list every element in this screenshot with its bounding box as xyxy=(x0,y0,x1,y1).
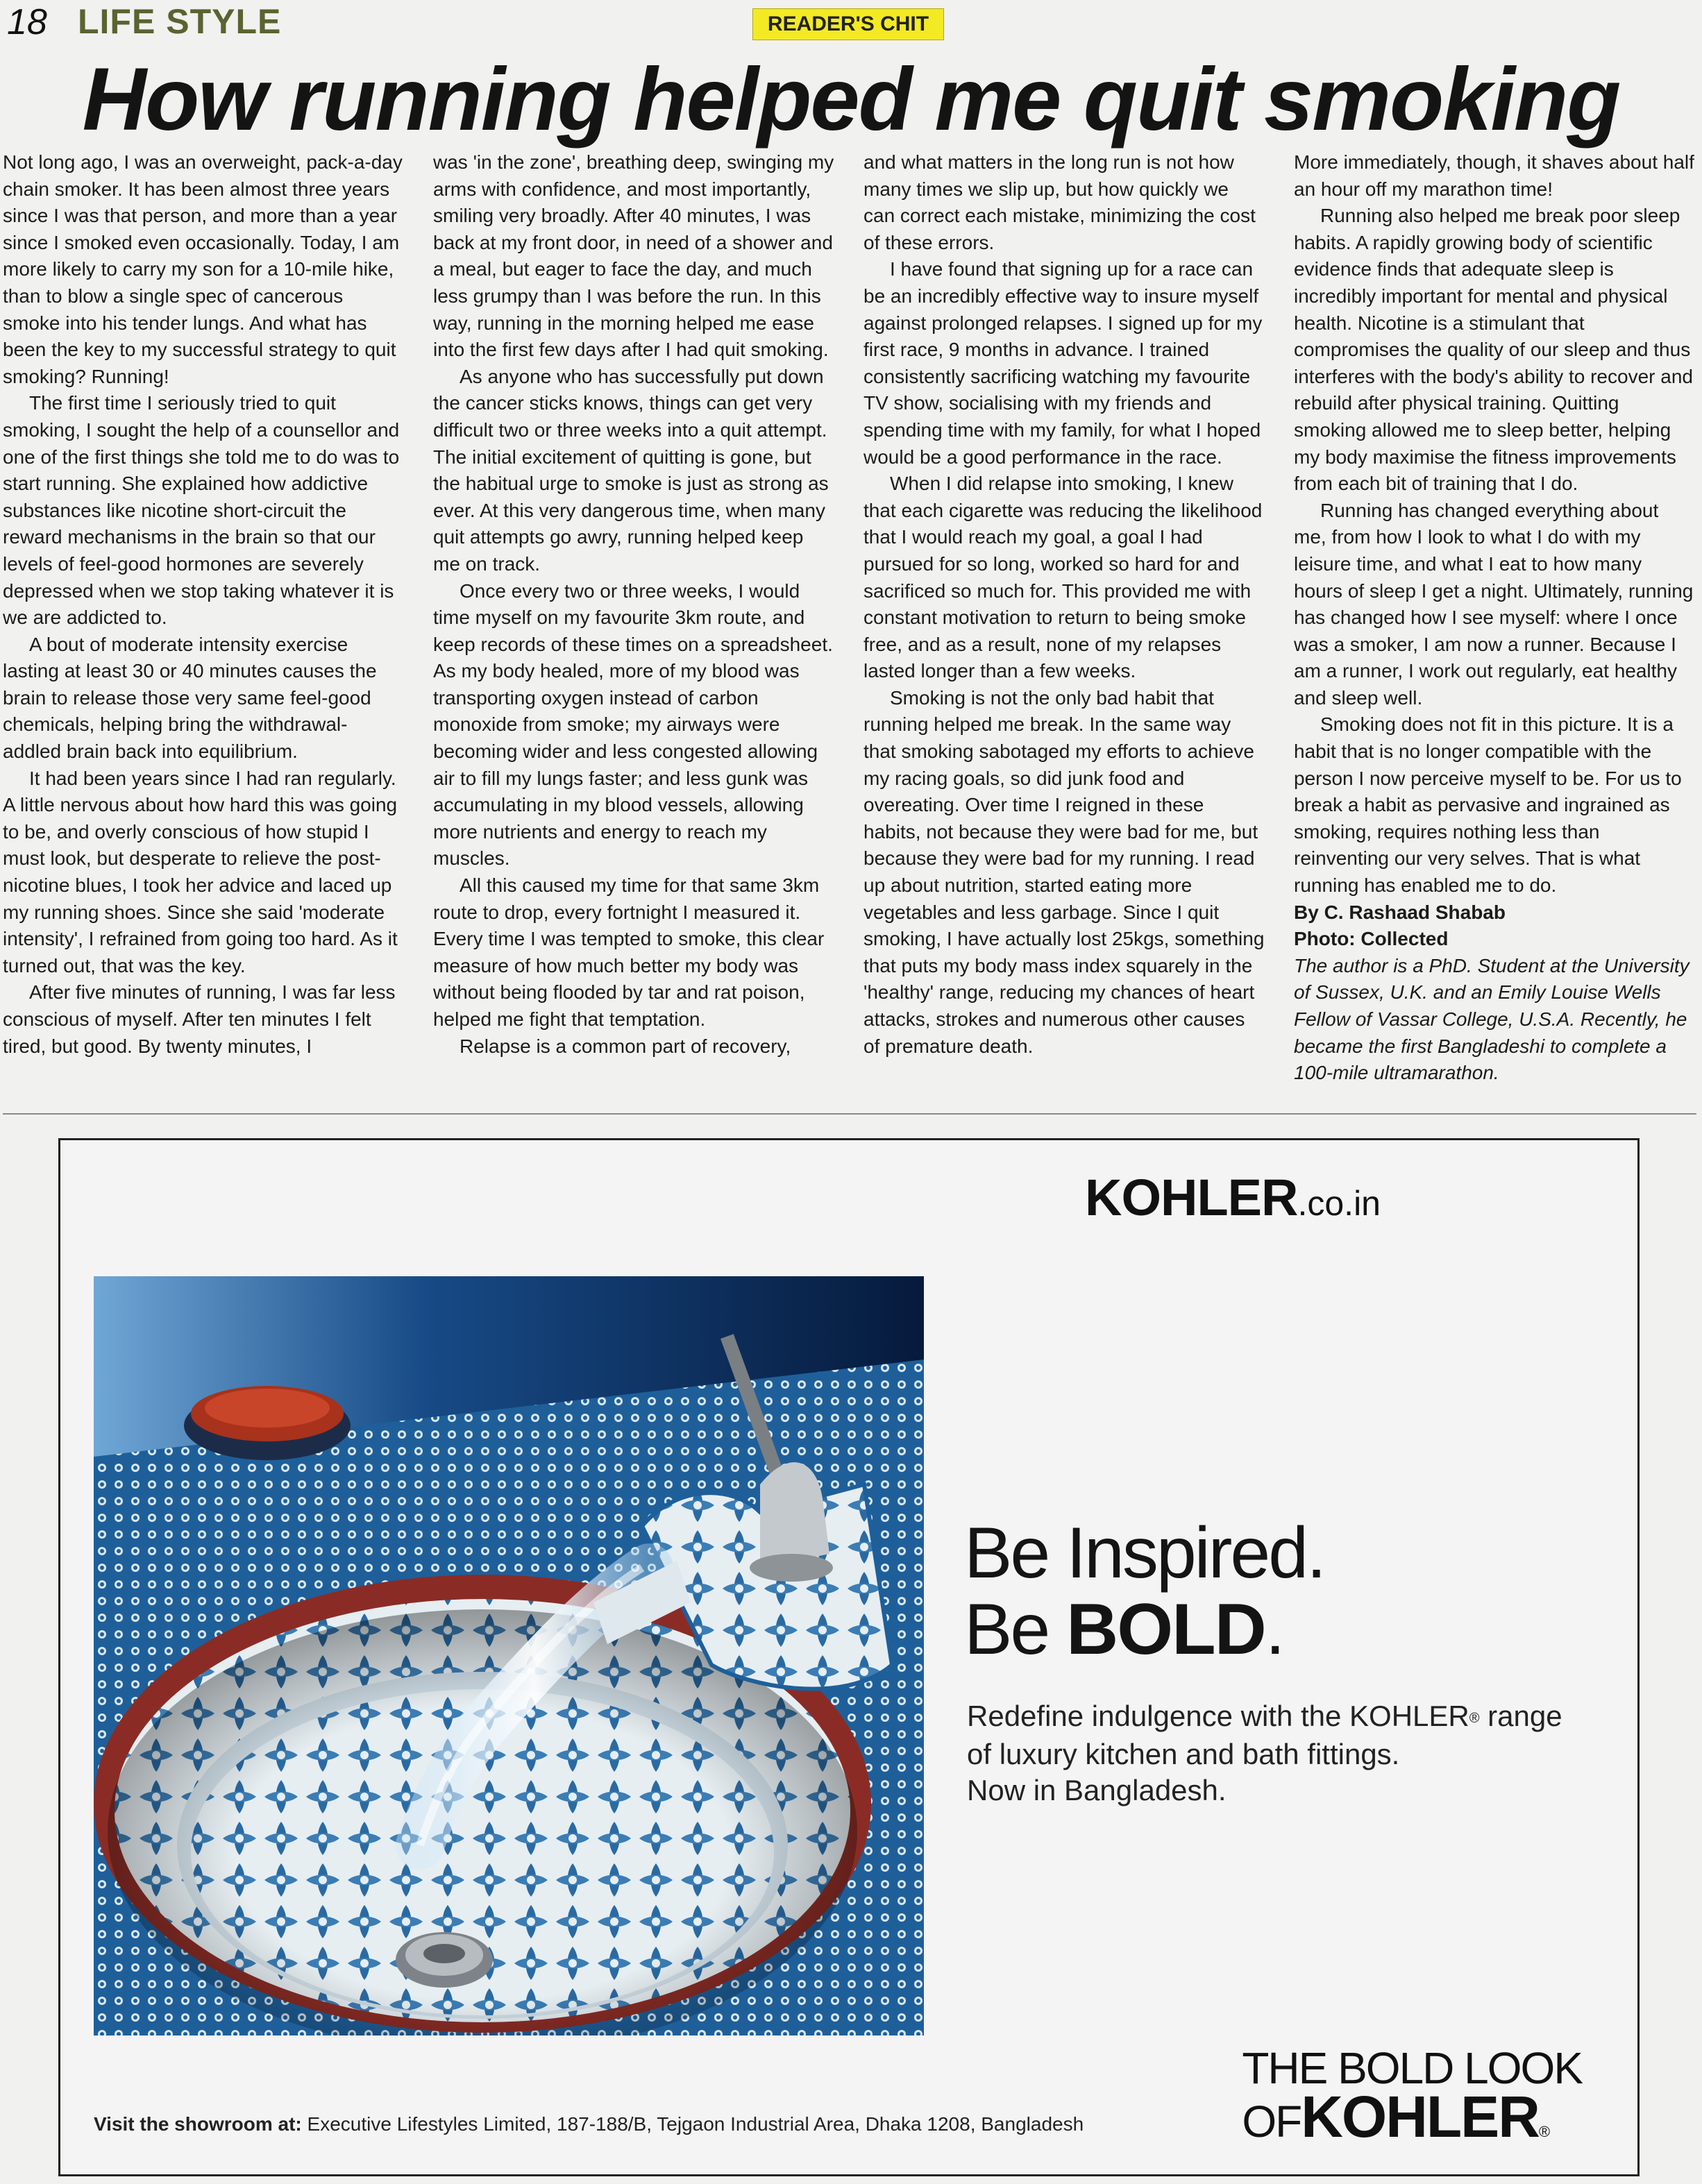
headline-be: Be xyxy=(964,1589,1049,1670)
photo-credit: Photo: Collected xyxy=(1294,928,1449,950)
article-paragraph: Smoking is not the only bad habit that running helped me break. In the same way that smoking sabotaged my efforts to achieve my racing goals, so did junk food and overeating. Over time I reigned in these habits, not because they were bad for me, but because they were bad for my running. I read up about nutrition, started eating more vegetables and less garbage. Since I quit smoking, I have actually lost 25kgs, something that puts my body mass index squarely in the 'healthy' range, reducing my chances of heart attacks, strokes and numerous other causes of premature death. xyxy=(863,686,1265,1057)
article-column-2 xyxy=(433,149,834,1100)
article-paragraph: When I did relapse into smoking, I knew that each cigarette was reducing the likelihood that I would reach my goal, a goal I had pursued for so long, worked so hard for and sacrificed so much for. This provided me with constant motivation to return to being smoke free, and as a result, none of my relapses lasted longer than a few weeks. xyxy=(863,473,1263,682)
article-paragraph: Relapse is a common part of recovery, xyxy=(460,1035,791,1057)
article-body xyxy=(3,149,1696,1100)
article-paragraph: It had been years since I had ran regularly. A little nervous about how hard this was going to be, and overly conscious of how stupid I must look, but desperate to relieve the post-nicotine blues, I took her advice and laced up my running shoes. Since she said 'moderate intensity', I refrained from going too hard. As it turned out, that was the key. xyxy=(3,767,398,976)
advert-subcopy xyxy=(967,1698,1592,1809)
article-paragraph: The first time I seriously tried to quit smoking, I sought the help of a counsellor and one of the first things she told me to do was to start running. She explained how addictive substances like nicotine short-circuit the reward mechanisms in the brain so that our levels of feel-good hormones are severely depressed when we stop taking whatever it is we are addicted to. xyxy=(3,392,400,629)
showroom-address xyxy=(94,2113,1084,2135)
tagline-line-2 xyxy=(1242,2084,1582,2156)
visit-label: Visit the showroom at: xyxy=(94,2113,302,2135)
visit-address: Executive Lifestyles Limited, 187-188/B, Tejgaon Industrial Area, Dhaka 1208, Bangladesh xyxy=(301,2113,1084,2135)
article-paragraph: and what matters in the long run is not how many times we slip up, but how quickly we can correct each mistake, minimizing the cost of these errors. xyxy=(863,151,1256,253)
kicker-label: READER'S CHIT xyxy=(752,8,944,40)
headline: How running helped me quit smoking xyxy=(82,50,1620,149)
article-column-3 xyxy=(863,149,1265,1100)
article-paragraph: Running also helped me break poor sleep habits. A rapidly growing body of scientific evidence finds that adequate sleep is incredibly important for mental and physical health. Nicotine is a stimulant that compromises the quality of our sleep and thus interferes with the body's ability to recover and rebuild after physical training. Quitting smoking allowed me to sleep better, helping my body maximise the fitness improvements from each bit of training that I do. xyxy=(1294,205,1693,495)
tagline-line-1: THE BOLD LOOK xyxy=(1242,2043,1582,2093)
kohler-url-logo xyxy=(1085,1168,1381,1227)
tagline-of: OF xyxy=(1242,2097,1301,2147)
page-number: 18 xyxy=(7,2,47,42)
byline: By C. Rashaad Shabab xyxy=(1294,901,1506,923)
article-paragraph: A bout of moderate intensity exercise lasting at least 30 or 40 minutes causes the brain to release those very same feel-good chemicals, helping bring the withdrawal-addled brain back into equilibrium. xyxy=(3,633,377,763)
headline-dot: . xyxy=(1265,1589,1283,1670)
headline-bold-word: BOLD xyxy=(1066,1589,1265,1670)
article-paragraph: More immediately, though, it shaves about half an hour off my marathon time! xyxy=(1294,151,1694,200)
article-paragraph: Once every two or three weeks, I would time myself on my favourite 3km route, and keep records of these times on a spreadsheet. As my body healed, more of my blood was transporting oxygen instead of carbon monoxide from smoke; my airways were becoming wider and less congested allowing air to fill my lungs faster; and less gunk was accumulating in my blood vessels, allowing more nutrients and energy to reach my muscles. xyxy=(433,579,833,870)
kohler-advert xyxy=(58,1138,1640,2176)
tagline-registered-mark: ® xyxy=(1538,2123,1549,2140)
section-divider xyxy=(3,1113,1696,1115)
registered-mark: ® xyxy=(1469,1710,1480,1726)
article-paragraph: Running has changed everything about me, from how I look to what I do with my leisure time, and what I eat to how many hours of sleep I get a night. Ultimately, running has changed how I see myself: where I once was a smoker, I am now a runner. Because I am a runner, I work out regularly, eat healthy and sleep well. xyxy=(1294,499,1694,709)
article-paragraph: was 'in the zone', breathing deep, swinging my arms with confidence, and most importantly, smiling very broadly. After 40 minutes, I was back at my front door, in need of a shower and a meal, but eager to face the day, and much less grumpy than I was before the run. In this way, running in the morning helped me ease into the first few days after I had quit smoking. xyxy=(433,151,834,361)
article-paragraph: All this caused my time for that same 3km route to drop, every fortnight I measured it. Every time I was tempted to smoke, this clear measure of how much better my body was without being flooded by tar and rat poison, helped me fight that temptation. xyxy=(433,874,825,1030)
basin-photo xyxy=(94,1276,924,2035)
article-column-1 xyxy=(3,149,404,1100)
article-paragraph: As anyone who has successfully put down the cancer sticks knows, things can get very difficult two or three weeks into a quit attempt. The initial excitement of quitting is gone, but the habitual urge to smoke is just as strong as ever. At this very dangerous time, when many quit attempts go awry, running helped keep me on track. xyxy=(433,365,829,575)
subcopy-part-2: range of luxury kitchen and bath fittings. xyxy=(967,1700,1562,1770)
tagline-brand: KOHLER xyxy=(1301,2084,1539,2149)
article-paragraph: Not long ago, I was an overweight, pack-a-day chain smoker. It has been almost three years since I was that person, and more than a year since I smoked even occasionally. Today, I am more likely to carry my son for a 10-mile hike, than to blow a single spec of cancerous smoke into his tender lungs. And what has been the key to my successful strategy to quit smoking? Running! xyxy=(3,151,403,387)
column-4-paragraphs xyxy=(1294,149,1695,899)
subcopy-line-3: Now in Bangladesh. xyxy=(967,1773,1227,1806)
basin-illustration xyxy=(94,1276,924,2035)
advert-headline xyxy=(964,1515,1324,1668)
brand-domain: .co.in xyxy=(1297,1184,1381,1223)
article-column-4 xyxy=(1294,149,1695,1100)
subcopy-part-1: Redefine indulgence with the KOHLER xyxy=(967,1700,1469,1732)
article-paragraph: Smoking does not fit in this picture. It is a habit that is no longer compatible with the person I now perceive myself to be. For us to break a habit as pervasive and ingrained as smoking, requires nothing less than reinventing our very selves. That is what running has enabled me to do. xyxy=(1294,713,1682,897)
author-bio: The author is a PhD. Student at the University of Sussex, U.K. and an Emily Louise Wells Fellow of Vassar College, U.S.A. Recently, he became the first Bangladeshi to complete a 100-mile ultramarathon. xyxy=(1294,954,1690,1084)
article-paragraph: I have found that signing up for a race can be an incredibly effective way to insure myself against prolonged relapses. I signed up for my first race, 9 months in advance. I trained consistently sacrificing watching my favourite TV show, socialising with my friends and spending time with my family, for what I hoped would be a good performance in the race. xyxy=(863,258,1263,468)
headline-line-2 xyxy=(964,1591,1324,1668)
article-paragraph: After five minutes of running, I was far less conscious of myself. After ten minutes I felt tired, but good. By twenty minutes, I xyxy=(3,981,396,1057)
brand-name: KOHLER xyxy=(1085,1169,1298,1226)
section-title: LIFE STYLE xyxy=(78,2,282,41)
headline-line-1: Be Inspired. xyxy=(964,1513,1324,1593)
kohler-tagline-logo xyxy=(1242,2044,1582,2156)
